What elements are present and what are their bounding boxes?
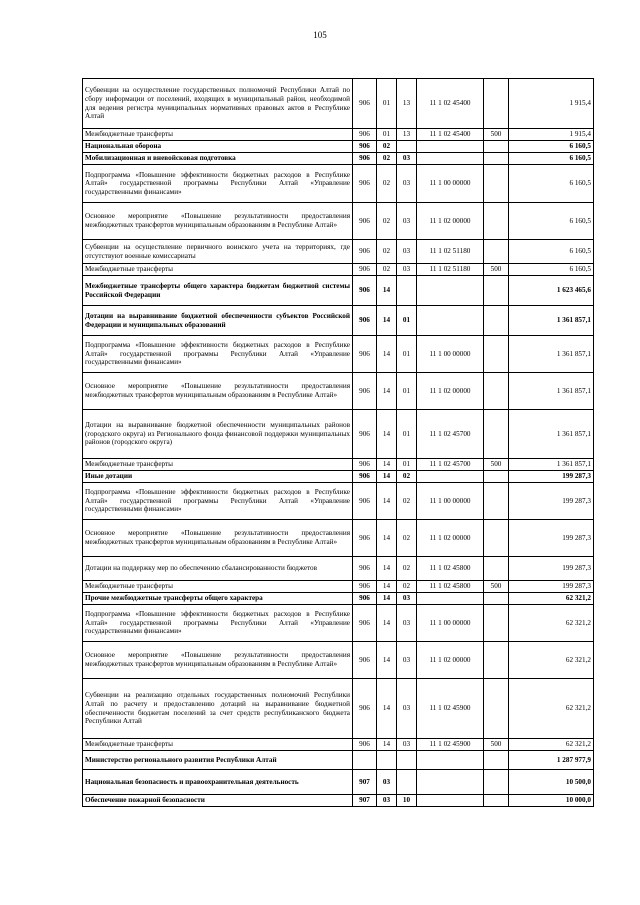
cell-name: Межбюджетные трансферты xyxy=(83,129,353,141)
cell-name: Иные дотации xyxy=(83,471,353,483)
cell-target-article: 11 1 02 45900 xyxy=(417,679,484,739)
cell-name: Национальная оборона xyxy=(83,141,353,153)
cell-amount: 1 915,4 xyxy=(509,129,594,141)
cell-name: Межбюджетные трансферты xyxy=(83,459,353,471)
cell-amount: 6 160,5 xyxy=(509,153,594,165)
table-row xyxy=(83,795,594,807)
cell-target-article xyxy=(417,276,484,306)
cell-expense-kind xyxy=(484,141,509,153)
cell-section-code: 02 xyxy=(377,165,397,203)
cell-amount: 1 623 465,6 xyxy=(509,276,594,306)
cell-ministry-code: 906 xyxy=(353,739,377,751)
table-row xyxy=(83,240,594,264)
cell-target-article: 11 1 02 45400 xyxy=(417,129,484,141)
cell-ministry-code: 906 xyxy=(353,581,377,593)
table-row xyxy=(83,483,594,520)
cell-subsection-code: 02 xyxy=(397,471,417,483)
table-row xyxy=(83,770,594,795)
table-row xyxy=(83,79,594,129)
cell-expense-kind xyxy=(484,373,509,410)
cell-section-code: 14 xyxy=(377,581,397,593)
cell-section-code: 14 xyxy=(377,557,397,581)
cell-expense-kind xyxy=(484,679,509,739)
cell-ministry-code: 906 xyxy=(353,459,377,471)
cell-section-code: 02 xyxy=(377,203,397,240)
cell-amount: 199 287,3 xyxy=(509,483,594,520)
cell-section-code xyxy=(377,751,397,770)
cell-subsection-code: 03 xyxy=(397,264,417,276)
cell-amount: 1 361 857,1 xyxy=(509,306,594,336)
cell-subsection-code: 03 xyxy=(397,593,417,605)
cell-expense-kind xyxy=(484,751,509,770)
cell-ministry-code: 906 xyxy=(353,129,377,141)
table-row xyxy=(83,373,594,410)
cell-subsection-code xyxy=(397,770,417,795)
cell-target-article: 11 1 02 45900 xyxy=(417,739,484,751)
cell-amount: 1 361 857,1 xyxy=(509,373,594,410)
cell-target-article xyxy=(417,471,484,483)
cell-target-article: 11 1 02 00000 xyxy=(417,203,484,240)
cell-section-code: 14 xyxy=(377,739,397,751)
cell-name: Мобилизационная и вневойсковая подготовка xyxy=(83,153,353,165)
cell-name: Подпрограмма «Повышение эффективности бюджетных расходов в Республике Алтай» государственной программы Республики Алтай «Управление государственными финансами» xyxy=(83,165,353,203)
cell-ministry-code: 907 xyxy=(353,770,377,795)
cell-name: Дотации на выравнивание бюджетной обеспеченности муниципальных районов (городского округа) из Регионального фонда финансовой поддержки муниципальных районов (городского округа) xyxy=(83,410,353,459)
cell-section-code: 02 xyxy=(377,141,397,153)
cell-amount: 6 160,5 xyxy=(509,203,594,240)
cell-amount: 199 287,3 xyxy=(509,581,594,593)
cell-name: Межбюджетные трансферты xyxy=(83,739,353,751)
cell-target-article: 11 1 02 51180 xyxy=(417,264,484,276)
cell-amount: 62 321,2 xyxy=(509,642,594,679)
cell-expense-kind xyxy=(484,795,509,807)
cell-target-article: 11 1 02 51180 xyxy=(417,240,484,264)
cell-amount: 199 287,3 xyxy=(509,557,594,581)
cell-ministry-code: 906 xyxy=(353,165,377,203)
cell-expense-kind: 500 xyxy=(484,129,509,141)
table-row xyxy=(83,153,594,165)
cell-amount: 6 160,5 xyxy=(509,240,594,264)
table-row xyxy=(83,642,594,679)
cell-subsection-code: 02 xyxy=(397,520,417,557)
cell-name: Министерство регионального развития Республики Алтай xyxy=(83,751,353,770)
cell-name: Основное мероприятие «Повышение результативности предоставления межбюджетных трансфертов муниципальным образованиям в Республике Алтай» xyxy=(83,373,353,410)
cell-ministry-code: 906 xyxy=(353,141,377,153)
cell-section-code: 03 xyxy=(377,795,397,807)
cell-expense-kind xyxy=(484,483,509,520)
table-row xyxy=(83,264,594,276)
cell-ministry-code: 906 xyxy=(353,276,377,306)
cell-subsection-code: 02 xyxy=(397,483,417,520)
cell-amount: 1 361 857,1 xyxy=(509,410,594,459)
cell-subsection-code: 01 xyxy=(397,373,417,410)
table-row xyxy=(83,739,594,751)
cell-amount: 199 287,3 xyxy=(509,520,594,557)
cell-ministry-code: 906 xyxy=(353,520,377,557)
cell-target-article xyxy=(417,795,484,807)
cell-amount: 62 321,2 xyxy=(509,739,594,751)
cell-ministry-code: 906 xyxy=(353,605,377,642)
table-body xyxy=(83,79,594,807)
cell-expense-kind: 500 xyxy=(484,581,509,593)
cell-name: Прочие межбюджетные трансферты общего характера xyxy=(83,593,353,605)
table-row xyxy=(83,471,594,483)
table-row xyxy=(83,141,594,153)
cell-section-code: 14 xyxy=(377,483,397,520)
cell-ministry-code: 906 xyxy=(353,264,377,276)
cell-target-article: 11 1 00 00000 xyxy=(417,336,484,373)
cell-subsection-code xyxy=(397,141,417,153)
cell-ministry-code: 906 xyxy=(353,336,377,373)
cell-expense-kind xyxy=(484,306,509,336)
cell-amount: 6 160,5 xyxy=(509,264,594,276)
cell-target-article: 11 1 00 00000 xyxy=(417,605,484,642)
cell-section-code: 14 xyxy=(377,276,397,306)
cell-amount: 62 321,2 xyxy=(509,679,594,739)
cell-name: Дотации на выравнивание бюджетной обеспеченности субъектов Российской Федерации и муниципальных образований xyxy=(83,306,353,336)
cell-subsection-code: 01 xyxy=(397,410,417,459)
cell-name: Подпрограмма «Повышение эффективности бюджетных расходов в Республике Алтай» государственной программы Республики Алтай «Управление государственными финансами» xyxy=(83,605,353,642)
cell-target-article: 11 1 02 45800 xyxy=(417,581,484,593)
cell-ministry-code: 906 xyxy=(353,240,377,264)
cell-name: Субвенции на осуществление первичного воинского учета на территориях, где отсутствуют военные комиссариаты xyxy=(83,240,353,264)
cell-name: Субвенции на реализацию отдельных государственных полномочий Республики Алтай по расчету и предоставлению дотаций на выравнивание бюджетной обеспеченности бюджетам поселений за счет средств республиканского бюджета Республики Алтай xyxy=(83,679,353,739)
cell-name: Субвенции на осуществление государственных полномочий Республики Алтай по сбору информации от поселений, входящих в муниципальный район, необходимой для ведения регистра муниципальных нормативных правовых актов в Республике Алтай xyxy=(83,79,353,129)
cell-target-article xyxy=(417,153,484,165)
cell-section-code: 14 xyxy=(377,593,397,605)
cell-section-code: 14 xyxy=(377,520,397,557)
cell-ministry-code: 906 xyxy=(353,642,377,679)
page-number: 105 xyxy=(313,30,327,40)
cell-section-code: 14 xyxy=(377,336,397,373)
cell-target-article: 11 1 02 45700 xyxy=(417,459,484,471)
table-row xyxy=(83,203,594,240)
cell-name: Дотации на поддержку мер по обеспечению сбалансированности бюджетов xyxy=(83,557,353,581)
cell-amount: 1 361 857,1 xyxy=(509,459,594,471)
cell-expense-kind xyxy=(484,557,509,581)
table-row xyxy=(83,557,594,581)
cell-target-article xyxy=(417,770,484,795)
cell-subsection-code: 03 xyxy=(397,642,417,679)
cell-section-code: 01 xyxy=(377,79,397,129)
cell-subsection-code: 13 xyxy=(397,129,417,141)
cell-subsection-code xyxy=(397,751,417,770)
cell-ministry-code: 906 xyxy=(353,471,377,483)
cell-expense-kind xyxy=(484,605,509,642)
cell-target-article: 11 1 02 00000 xyxy=(417,373,484,410)
cell-expense-kind xyxy=(484,471,509,483)
cell-target-article xyxy=(417,593,484,605)
cell-subsection-code: 03 xyxy=(397,203,417,240)
cell-subsection-code: 03 xyxy=(397,153,417,165)
cell-expense-kind xyxy=(484,203,509,240)
cell-section-code: 14 xyxy=(377,306,397,336)
cell-subsection-code: 01 xyxy=(397,306,417,336)
cell-name: Межбюджетные трансферты xyxy=(83,581,353,593)
table-row xyxy=(83,410,594,459)
table-row xyxy=(83,459,594,471)
table-row xyxy=(83,605,594,642)
cell-section-code: 14 xyxy=(377,605,397,642)
cell-section-code: 02 xyxy=(377,264,397,276)
cell-expense-kind: 500 xyxy=(484,459,509,471)
cell-subsection-code: 13 xyxy=(397,79,417,129)
cell-ministry-code: 906 xyxy=(353,373,377,410)
cell-expense-kind xyxy=(484,593,509,605)
cell-target-article: 11 1 02 45700 xyxy=(417,410,484,459)
cell-target-article: 11 1 02 45800 xyxy=(417,557,484,581)
cell-expense-kind xyxy=(484,336,509,373)
cell-amount: 10 000,0 xyxy=(509,795,594,807)
cell-name: Подпрограмма «Повышение эффективности бюджетных расходов в Республике Алтай» государственной программы Республики Алтай «Управление государственными финансами» xyxy=(83,336,353,373)
cell-section-code: 03 xyxy=(377,770,397,795)
cell-target-article xyxy=(417,751,484,770)
cell-target-article: 11 1 02 00000 xyxy=(417,642,484,679)
cell-ministry-code: 906 xyxy=(353,203,377,240)
cell-expense-kind: 500 xyxy=(484,739,509,751)
cell-ministry-code: 906 xyxy=(353,306,377,336)
cell-name: Основное мероприятие «Повышение результативности предоставления межбюджетных трансфертов муниципальным образованиям в Республике Алтай» xyxy=(83,520,353,557)
cell-amount: 1 361 857,1 xyxy=(509,336,594,373)
cell-subsection-code: 03 xyxy=(397,739,417,751)
cell-section-code: 02 xyxy=(377,240,397,264)
cell-ministry-code: 906 xyxy=(353,679,377,739)
cell-ministry-code xyxy=(353,751,377,770)
table-row xyxy=(83,306,594,336)
cell-subsection-code: 10 xyxy=(397,795,417,807)
cell-name: Межбюджетные трансферты общего характера бюджетам бюджетной системы Российской Федерации xyxy=(83,276,353,306)
cell-expense-kind xyxy=(484,520,509,557)
cell-expense-kind xyxy=(484,410,509,459)
cell-name: Основное мероприятие «Повышение результативности предоставления межбюджетных трансфертов муниципальным образованиям в Республике Алтай» xyxy=(83,203,353,240)
cell-target-article: 11 1 00 00000 xyxy=(417,165,484,203)
table-row xyxy=(83,520,594,557)
cell-expense-kind xyxy=(484,153,509,165)
cell-subsection-code: 02 xyxy=(397,581,417,593)
cell-amount: 62 321,2 xyxy=(509,593,594,605)
cell-amount: 10 500,0 xyxy=(509,770,594,795)
budget-table xyxy=(82,78,594,807)
cell-amount: 6 160,5 xyxy=(509,165,594,203)
cell-section-code: 02 xyxy=(377,153,397,165)
cell-subsection-code: 03 xyxy=(397,605,417,642)
cell-amount: 199 287,3 xyxy=(509,471,594,483)
cell-subsection-code: 03 xyxy=(397,679,417,739)
cell-expense-kind xyxy=(484,770,509,795)
cell-subsection-code: 03 xyxy=(397,165,417,203)
cell-section-code: 14 xyxy=(377,642,397,679)
cell-name: Подпрограмма «Повышение эффективности бюджетных расходов в Республике Алтай» государственной программы Республики Алтай «Управление государственными финансами» xyxy=(83,483,353,520)
cell-subsection-code: 02 xyxy=(397,557,417,581)
cell-expense-kind: 500 xyxy=(484,264,509,276)
cell-section-code: 14 xyxy=(377,679,397,739)
cell-expense-kind xyxy=(484,79,509,129)
table-row xyxy=(83,336,594,373)
table-row xyxy=(83,129,594,141)
cell-name: Межбюджетные трансферты xyxy=(83,264,353,276)
cell-ministry-code: 906 xyxy=(353,153,377,165)
cell-expense-kind xyxy=(484,642,509,679)
cell-name: Национальная безопасность и правоохранительная деятельность xyxy=(83,770,353,795)
cell-subsection-code xyxy=(397,276,417,306)
cell-amount: 62 321,2 xyxy=(509,605,594,642)
cell-name: Обеспечение пожарной безопасности xyxy=(83,795,353,807)
cell-subsection-code: 01 xyxy=(397,459,417,471)
table-row xyxy=(83,679,594,739)
cell-section-code: 14 xyxy=(377,459,397,471)
cell-section-code: 01 xyxy=(377,129,397,141)
cell-ministry-code: 906 xyxy=(353,410,377,459)
cell-target-article: 11 1 00 00000 xyxy=(417,483,484,520)
cell-expense-kind xyxy=(484,276,509,306)
cell-ministry-code: 906 xyxy=(353,483,377,520)
cell-target-article: 11 1 02 45400 xyxy=(417,79,484,129)
cell-subsection-code: 03 xyxy=(397,240,417,264)
cell-expense-kind xyxy=(484,240,509,264)
table-row xyxy=(83,581,594,593)
cell-ministry-code: 906 xyxy=(353,79,377,129)
cell-amount: 1 287 977,9 xyxy=(509,751,594,770)
cell-ministry-code: 906 xyxy=(353,593,377,605)
cell-target-article xyxy=(417,141,484,153)
cell-amount: 6 160,5 xyxy=(509,141,594,153)
cell-ministry-code: 907 xyxy=(353,795,377,807)
cell-section-code: 14 xyxy=(377,373,397,410)
cell-expense-kind xyxy=(484,165,509,203)
table-row xyxy=(83,593,594,605)
cell-subsection-code: 01 xyxy=(397,336,417,373)
table-row xyxy=(83,276,594,306)
cell-section-code: 14 xyxy=(377,410,397,459)
table-row xyxy=(83,165,594,203)
cell-amount: 1 915,4 xyxy=(509,79,594,129)
cell-target-article xyxy=(417,306,484,336)
table-row xyxy=(83,751,594,770)
cell-ministry-code: 906 xyxy=(353,557,377,581)
cell-name: Основное мероприятие «Повышение результативности предоставления межбюджетных трансфертов муниципальным образованиям в Республике Алтай» xyxy=(83,642,353,679)
cell-target-article: 11 1 02 00000 xyxy=(417,520,484,557)
cell-section-code: 14 xyxy=(377,471,397,483)
